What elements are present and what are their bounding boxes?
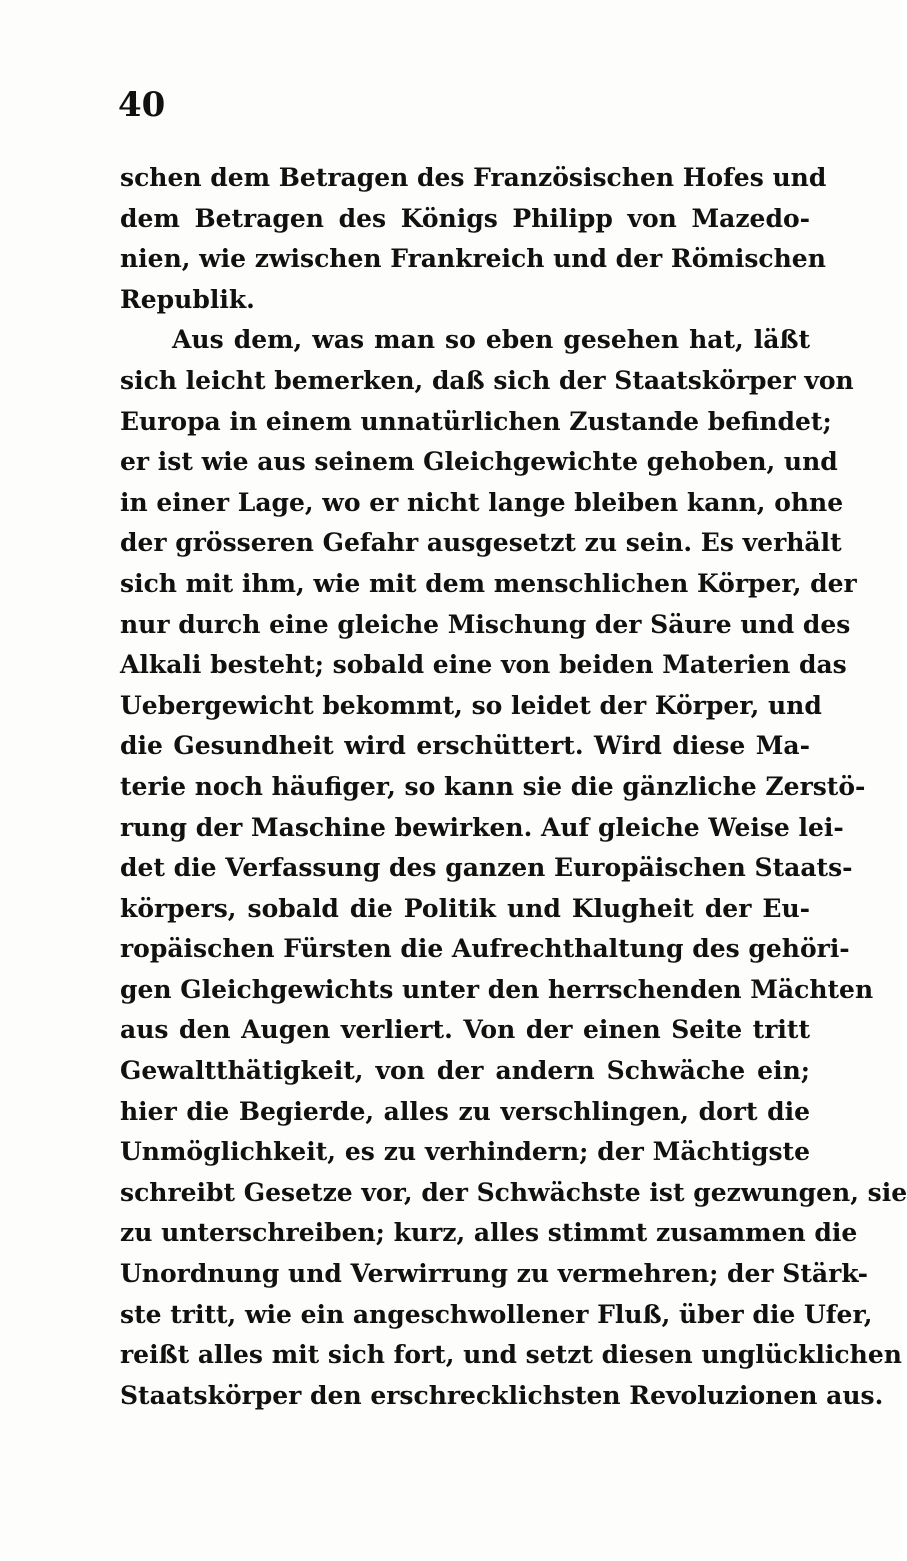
- text-line: Gewaltthätigkeit, von der andern Schwäche ein;: [120, 1056, 810, 1086]
- text-line: Europa in einem unnatürlichen Zustande befindet;: [120, 406, 832, 436]
- text-line: sich leicht bemerken, daß sich der Staatskörper von: [120, 365, 854, 395]
- text-line: reißt alles mit sich fort, und setzt diesen unglücklichen: [120, 1340, 902, 1370]
- text-line: nien, wie zwischen Frankreich und der Römischen: [120, 244, 826, 274]
- text-line: det die Verfassung des ganzen Europäischen Staats-: [120, 853, 853, 883]
- text-line: Uebergewicht bekommt, so leidet der Körper, und: [120, 690, 822, 720]
- text-line: Unordnung und Verwirrung zu vermehren; der Stärk-: [120, 1259, 868, 1289]
- text-line: terie noch häufiger, so kann sie die gänzliche Zerstö-: [120, 771, 866, 801]
- text-line: die Gesundheit wird erschüttert. Wird diese Ma-: [120, 731, 810, 761]
- text-line: Aus dem, was man so eben gesehen hat, läßt: [172, 325, 810, 355]
- text-line: dem Betragen des Königs Philipp von Mazedo-: [120, 203, 810, 233]
- text-line: ropäischen Fürsten die Aufrechthaltung des gehöri-: [120, 934, 850, 964]
- text-line: nur durch eine gleiche Mischung der Säure und des: [120, 609, 851, 639]
- body-text: [120, 158, 907, 1416]
- text-line: aus den Augen verliert. Von der einen Seite tritt: [120, 1015, 810, 1045]
- text-line: er ist wie aus seinem Gleichgewichte gehoben, und: [120, 447, 838, 477]
- text-line: schreibt Gesetze vor, der Schwächste ist gezwungen, sie: [120, 1177, 907, 1207]
- text-line: gen Gleichgewichts unter den herrschenden Mächten: [120, 974, 874, 1004]
- text-line: Republik.: [120, 284, 255, 314]
- text-line: körpers, sobald die Politik und Klugheit der Eu-: [120, 893, 810, 923]
- text-line: in einer Lage, wo er nicht lange bleiben kann, ohne: [120, 487, 844, 517]
- text-line: zu unterschreiben; kurz, alles stimmt zusammen die: [120, 1218, 858, 1248]
- text-line: ste tritt, wie ein angeschwollener Fluß, über die Ufer,: [120, 1299, 873, 1329]
- text-line: hier die Begierde, alles zu verschlingen, dort die: [120, 1096, 810, 1126]
- text-line: schen dem Betragen des Französischen Hofes und: [120, 163, 827, 192]
- text-line: Alkali besteht; sobald eine von beiden Materien das: [120, 650, 847, 680]
- text-line: rung der Maschine bewirken. Auf gleiche Weise lei-: [120, 812, 844, 842]
- text-line: Staatskörper den erschrecklichsten Revoluzionen aus.: [120, 1380, 884, 1410]
- text-line: der grösseren Gefahr ausgesetzt zu sein. Es verhält: [120, 528, 842, 558]
- text-line: sich mit ihm, wie mit dem menschlichen Körper, der: [120, 568, 857, 598]
- text-line: Unmöglichkeit, es zu verhindern; der Mächtigste: [120, 1137, 810, 1167]
- page-number: 40: [118, 85, 166, 125]
